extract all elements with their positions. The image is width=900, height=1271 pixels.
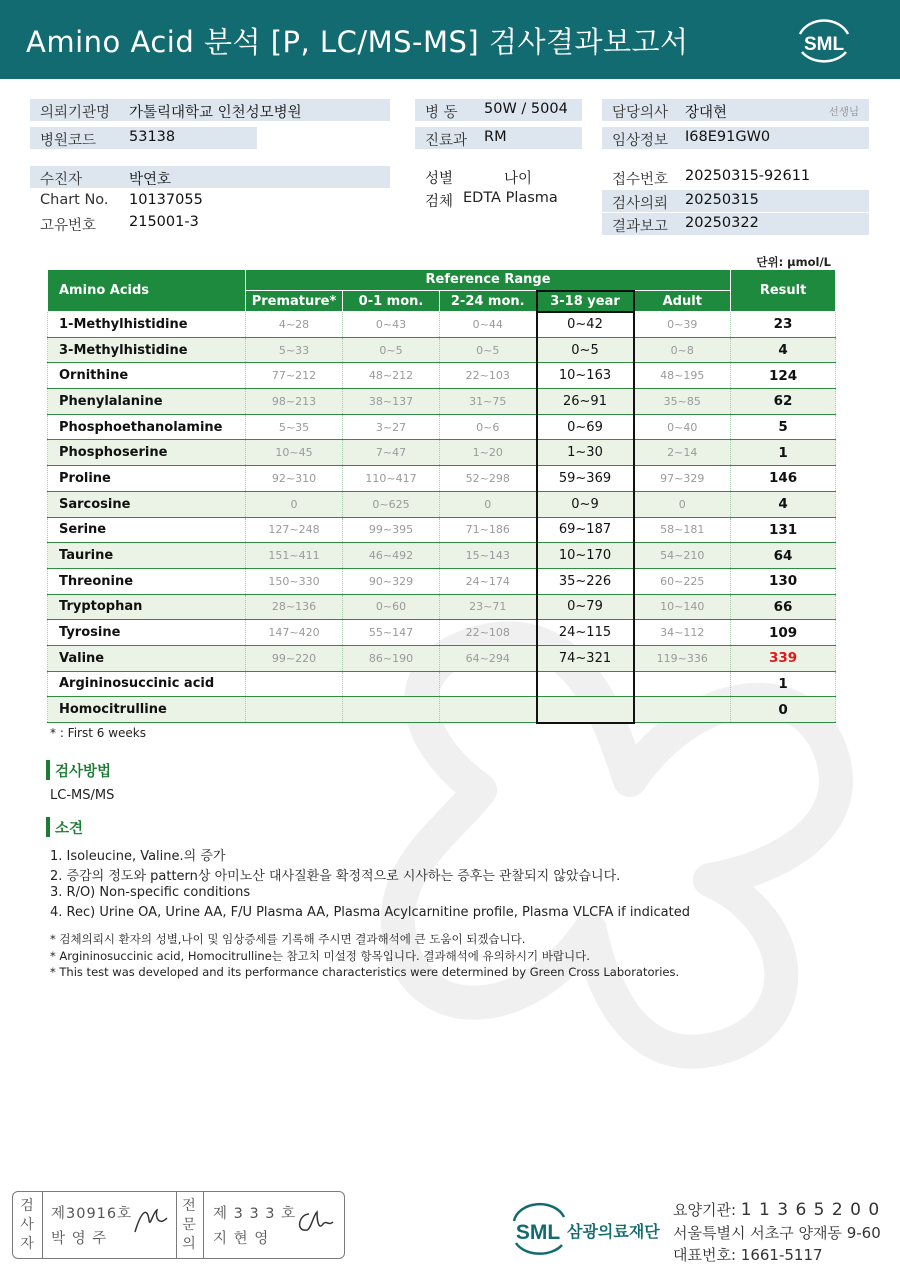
reference-range-cell: 0 bbox=[634, 491, 731, 517]
ward-row bbox=[415, 99, 582, 121]
amino-acid-name: Sarcosine bbox=[48, 491, 246, 517]
result-value: 1 bbox=[731, 440, 836, 466]
result-value: 23 bbox=[731, 312, 836, 338]
sex-label: 성별 bbox=[425, 171, 454, 187]
sml-org-logo-text: SML bbox=[515, 1221, 561, 1244]
inspector-license-no: 제30916호 bbox=[51, 1206, 133, 1222]
amino-acid-name: Tryptophan bbox=[48, 594, 246, 620]
amino-acid-name: Phosphoserine bbox=[48, 440, 246, 466]
clinical-info-value: I68E91GW0 bbox=[685, 129, 771, 145]
specialist-name: 지 현 영 bbox=[213, 1231, 270, 1247]
table-footnote: * : First 6 weeks bbox=[50, 726, 146, 740]
reference-range-cell: 1~20 bbox=[440, 440, 537, 466]
department-value: RM bbox=[484, 129, 507, 145]
result-value: 130 bbox=[731, 568, 836, 594]
col-adult: Adult bbox=[634, 291, 731, 312]
reference-range-cell bbox=[537, 671, 634, 697]
chart-no-label: Chart No. bbox=[40, 192, 109, 208]
finding-line: 2. 증감의 정도와 pattern상 아미노산 대사질환을 확정적으로 시사하는 증후는 관찰되지 않았습니다. bbox=[50, 869, 621, 884]
request-date-value: 20250315 bbox=[685, 192, 759, 208]
amino-acid-name: Proline bbox=[48, 466, 246, 492]
institution-row bbox=[30, 99, 390, 121]
table-row bbox=[48, 543, 836, 569]
result-value: 131 bbox=[731, 517, 836, 543]
reference-range-cell: 64~294 bbox=[440, 645, 537, 671]
amino-acid-table-body bbox=[48, 312, 836, 723]
table-row bbox=[48, 697, 836, 723]
inspector-label: 검 사 자 bbox=[20, 1198, 34, 1252]
table-row bbox=[48, 645, 836, 671]
reference-range-cell: 97~329 bbox=[634, 466, 731, 492]
reference-range-cell: 15~143 bbox=[440, 543, 537, 569]
result-value: 66 bbox=[731, 594, 836, 620]
table-row bbox=[48, 337, 836, 363]
department-row bbox=[415, 127, 582, 149]
reference-range-cell: 0~5 bbox=[343, 337, 440, 363]
table-row bbox=[48, 568, 836, 594]
result-value: 4 bbox=[731, 491, 836, 517]
col-0-1-mon: 0-1 mon. bbox=[343, 291, 440, 312]
amino-acid-name: Phenylalanine bbox=[48, 389, 246, 415]
table-row bbox=[48, 363, 836, 389]
unique-no-label: 고유번호 bbox=[40, 218, 97, 234]
finding-line: 4. Rec) Urine OA, Urine AA, F/U Plasma AA, Plasma Acylcarnitine profile, Plasma VLCFA if indicated bbox=[50, 905, 690, 920]
reference-range-cell: 0~5 bbox=[440, 337, 537, 363]
reference-range-cell: 10~170 bbox=[537, 543, 634, 569]
reference-range-cell: 34~112 bbox=[634, 620, 731, 646]
table-row bbox=[48, 466, 836, 492]
receipt-no-label: 접수번호 bbox=[612, 172, 669, 188]
inspector-name: 박 영 주 bbox=[51, 1231, 108, 1247]
request-date-row bbox=[602, 190, 869, 212]
result-value: 62 bbox=[731, 389, 836, 415]
amino-acid-name: Valine bbox=[48, 645, 246, 671]
reference-range-cell: 150~330 bbox=[246, 568, 343, 594]
reference-range-cell bbox=[634, 671, 731, 697]
reference-range-cell: 98~213 bbox=[246, 389, 343, 415]
reference-range-cell: 4~28 bbox=[246, 312, 343, 338]
col-result: Result bbox=[731, 270, 836, 312]
table-row bbox=[48, 594, 836, 620]
unique-no-value: 215001-3 bbox=[129, 214, 199, 230]
amino-acid-name: Argininosuccinic acid bbox=[48, 671, 246, 697]
request-date-label: 검사의뢰 bbox=[612, 196, 669, 212]
hospital-code-label: 병원코드 bbox=[40, 133, 97, 149]
result-value: 1 bbox=[731, 671, 836, 697]
result-value: 109 bbox=[731, 620, 836, 646]
table-row bbox=[48, 312, 836, 338]
reference-range-cell: 99~220 bbox=[246, 645, 343, 671]
reference-range-cell: 0~69 bbox=[537, 414, 634, 440]
chart-no-row bbox=[30, 190, 390, 212]
patient-label: 수진자 bbox=[40, 172, 83, 188]
reference-range-cell: 7~47 bbox=[343, 440, 440, 466]
doctor-label: 담당의사 bbox=[612, 105, 669, 121]
reference-range-cell bbox=[343, 697, 440, 723]
result-value: 146 bbox=[731, 466, 836, 492]
reference-range-cell: 38~137 bbox=[343, 389, 440, 415]
specialist-license-no: 제 3 3 3 호 bbox=[213, 1206, 297, 1222]
amino-acid-name: 1-Methylhistidine bbox=[48, 312, 246, 338]
reference-range-cell bbox=[440, 671, 537, 697]
reference-range-cell: 74~321 bbox=[537, 645, 634, 671]
org-code-line: 요양기관: 1 1 3 6 5 2 0 0 bbox=[673, 1200, 881, 1220]
table-row bbox=[48, 491, 836, 517]
reference-range-cell: 31~75 bbox=[440, 389, 537, 415]
reference-range-cell: 52~298 bbox=[440, 466, 537, 492]
col-2-24-mon: 2-24 mon. bbox=[440, 291, 537, 312]
department-label: 진료과 bbox=[425, 133, 468, 149]
reference-range-cell bbox=[343, 671, 440, 697]
clinical-info-label: 임상정보 bbox=[612, 133, 669, 149]
note-line: * 검체의뢰시 환자의 성별,나이 및 임상증세를 기록해 주시면 결과해석에 큰 도움이 되겠습니다. bbox=[50, 932, 526, 946]
reference-range-cell: 5~33 bbox=[246, 337, 343, 363]
table-row bbox=[48, 440, 836, 466]
reference-range-cell: 69~187 bbox=[537, 517, 634, 543]
reference-range-cell: 58~181 bbox=[634, 517, 731, 543]
reference-range-cell: 2~14 bbox=[634, 440, 731, 466]
table-row bbox=[48, 620, 836, 646]
reference-range-cell: 147~420 bbox=[246, 620, 343, 646]
reference-range-cell bbox=[246, 671, 343, 697]
reference-range-cell: 0~60 bbox=[343, 594, 440, 620]
table-row bbox=[48, 414, 836, 440]
reference-range-cell: 0~42 bbox=[537, 312, 634, 338]
reference-range-cell: 55~147 bbox=[343, 620, 440, 646]
result-value: 64 bbox=[731, 543, 836, 569]
amino-acid-table bbox=[47, 269, 836, 724]
reference-range-cell: 24~174 bbox=[440, 568, 537, 594]
signature-box bbox=[12, 1191, 345, 1259]
report-title: Amino Acid 분석 [P, LC/MS-MS] 검사결과보고서 bbox=[26, 25, 689, 59]
report-date-value: 20250322 bbox=[685, 215, 759, 231]
result-value: 124 bbox=[731, 363, 836, 389]
reference-range-cell: 0~44 bbox=[440, 312, 537, 338]
amino-acid-name: Threonine bbox=[48, 568, 246, 594]
org-address: 서울특별시 서초구 양재동 9-60 bbox=[673, 1224, 881, 1242]
report-date-label: 결과보고 bbox=[612, 219, 669, 235]
reference-range-cell: 22~103 bbox=[440, 363, 537, 389]
ward-label: 병 동 bbox=[425, 105, 458, 121]
reference-range-cell bbox=[634, 697, 731, 723]
amino-acid-name: Ornithine bbox=[48, 363, 246, 389]
table-row bbox=[48, 517, 836, 543]
reference-range-cell: 92~310 bbox=[246, 466, 343, 492]
amino-acid-name: 3-Methylhistidine bbox=[48, 337, 246, 363]
reference-range-cell: 1~30 bbox=[537, 440, 634, 466]
reference-range-cell: 35~85 bbox=[634, 389, 731, 415]
reference-range-cell: 0~43 bbox=[343, 312, 440, 338]
patient-row bbox=[30, 166, 390, 188]
reference-range-cell: 35~226 bbox=[537, 568, 634, 594]
age-label: 나이 bbox=[504, 171, 533, 187]
specimen-value: EDTA Plasma bbox=[463, 190, 558, 206]
unique-no-row bbox=[30, 212, 390, 234]
method-text: LC-MS/MS bbox=[50, 788, 115, 803]
reference-range-cell bbox=[246, 697, 343, 723]
doctor-value: 장대현 bbox=[685, 105, 728, 121]
reference-range-cell: 60~225 bbox=[634, 568, 731, 594]
unit-label: 단위: μmol/L bbox=[756, 255, 831, 269]
sml-logo bbox=[792, 12, 856, 68]
specimen-label: 검체 bbox=[425, 194, 454, 210]
reference-range-cell: 48~195 bbox=[634, 363, 731, 389]
org-phone: 1661-5117 bbox=[740, 1246, 823, 1264]
result-value: 5 bbox=[731, 414, 836, 440]
specialist-signature bbox=[293, 1204, 337, 1238]
finding-line: 1. Isoleucine, Valine.의 증가 bbox=[50, 849, 226, 864]
receipt-no-row bbox=[602, 166, 869, 188]
reference-range-cell: 10~140 bbox=[634, 594, 731, 620]
reference-range-cell: 0~625 bbox=[343, 491, 440, 517]
clinical-info-row bbox=[602, 127, 869, 149]
reference-range-cell: 3~27 bbox=[343, 414, 440, 440]
hospital-code-value: 53138 bbox=[129, 129, 176, 145]
reference-range-cell: 86~190 bbox=[343, 645, 440, 671]
institution-label: 의뢰기관명 bbox=[40, 105, 111, 121]
reference-range-cell: 10~163 bbox=[537, 363, 634, 389]
amino-acid-name: Phosphoethanolamine bbox=[48, 414, 246, 440]
reference-range-cell: 0 bbox=[246, 491, 343, 517]
report-date-row bbox=[602, 213, 869, 235]
reference-range-cell: 23~71 bbox=[440, 594, 537, 620]
reference-range-cell: 71~186 bbox=[440, 517, 537, 543]
findings-heading: 소견 bbox=[46, 817, 83, 837]
patient-value: 박연호 bbox=[129, 172, 172, 188]
finding-line: 3. R/O) Non-specific conditions bbox=[50, 885, 251, 900]
reference-range-cell: 0~8 bbox=[634, 337, 731, 363]
reference-range-cell: 5~35 bbox=[246, 414, 343, 440]
amino-acid-name: Taurine bbox=[48, 543, 246, 569]
result-value: 339 bbox=[731, 645, 836, 671]
reference-range-cell: 90~329 bbox=[343, 568, 440, 594]
reference-range-cell: 0~40 bbox=[634, 414, 731, 440]
reference-range-cell: 54~210 bbox=[634, 543, 731, 569]
col-3-18-year: 3-18 year bbox=[537, 291, 634, 312]
reference-range-cell: 0 bbox=[440, 491, 537, 517]
reference-range-cell bbox=[537, 697, 634, 723]
reference-range-cell: 0~9 bbox=[537, 491, 634, 517]
col-amino-acids: Amino Acids bbox=[48, 270, 246, 312]
note-line: * Argininosuccinic acid, Homocitrulline는 참고치 미설정 항목입니다. 결과해석에 유의하시기 바랍니다. bbox=[50, 949, 590, 963]
reference-range-cell: 28~136 bbox=[246, 594, 343, 620]
receipt-no-value: 20250315-92611 bbox=[685, 168, 811, 184]
reference-range-cell: 127~248 bbox=[246, 517, 343, 543]
amino-acid-name: Tyrosine bbox=[48, 620, 246, 646]
sml-logo-text: SML bbox=[803, 34, 845, 55]
reference-range-cell: 119~336 bbox=[634, 645, 731, 671]
reference-range-cell: 77~212 bbox=[246, 363, 343, 389]
method-heading: 검사방법 bbox=[46, 760, 111, 780]
col-premature: Premature* bbox=[246, 291, 343, 312]
specialist-label: 전 문 의 bbox=[182, 1198, 196, 1252]
org-phone-line: 대표번호: 1661-5117 bbox=[673, 1246, 823, 1264]
doctor-suffix: 선생님 bbox=[828, 106, 859, 118]
reference-range-cell: 10~45 bbox=[246, 440, 343, 466]
result-value: 0 bbox=[731, 697, 836, 723]
doctor-row bbox=[602, 99, 869, 121]
reference-range-cell: 24~115 bbox=[537, 620, 634, 646]
org-code: 1 1 3 6 5 2 0 0 bbox=[740, 1200, 881, 1220]
col-reference-range: Reference Range bbox=[246, 270, 731, 291]
reference-range-cell: 0~39 bbox=[634, 312, 731, 338]
inspector-signature bbox=[131, 1204, 171, 1238]
chart-no-value: 10137055 bbox=[129, 192, 203, 208]
reference-range-cell: 48~212 bbox=[343, 363, 440, 389]
reference-range-cell: 22~108 bbox=[440, 620, 537, 646]
table-row bbox=[48, 671, 836, 697]
reference-range-cell: 110~417 bbox=[343, 466, 440, 492]
note-line: * This test was developed and its performance characteristics were determined by Green Cross Laboratories. bbox=[50, 965, 680, 979]
reference-range-cell: 0~6 bbox=[440, 414, 537, 440]
reference-range-cell: 0~79 bbox=[537, 594, 634, 620]
reference-range-cell bbox=[440, 697, 537, 723]
reference-range-cell: 46~492 bbox=[343, 543, 440, 569]
organization-name: 삼광의료재단 bbox=[567, 1222, 660, 1241]
result-value: 4 bbox=[731, 337, 836, 363]
institution-value: 가톨릭대학교 인천성모병원 bbox=[129, 105, 302, 121]
hospital-code-row bbox=[30, 127, 257, 149]
ward-value: 50W / 5004 bbox=[484, 101, 568, 117]
amino-acid-name: Homocitrulline bbox=[48, 697, 246, 723]
reference-range-cell: 99~395 bbox=[343, 517, 440, 543]
table-row bbox=[48, 389, 836, 415]
amino-acid-name: Serine bbox=[48, 517, 246, 543]
reference-range-cell: 59~369 bbox=[537, 466, 634, 492]
reference-range-cell: 26~91 bbox=[537, 389, 634, 415]
reference-range-cell: 151~411 bbox=[246, 543, 343, 569]
reference-range-cell: 0~5 bbox=[537, 337, 634, 363]
